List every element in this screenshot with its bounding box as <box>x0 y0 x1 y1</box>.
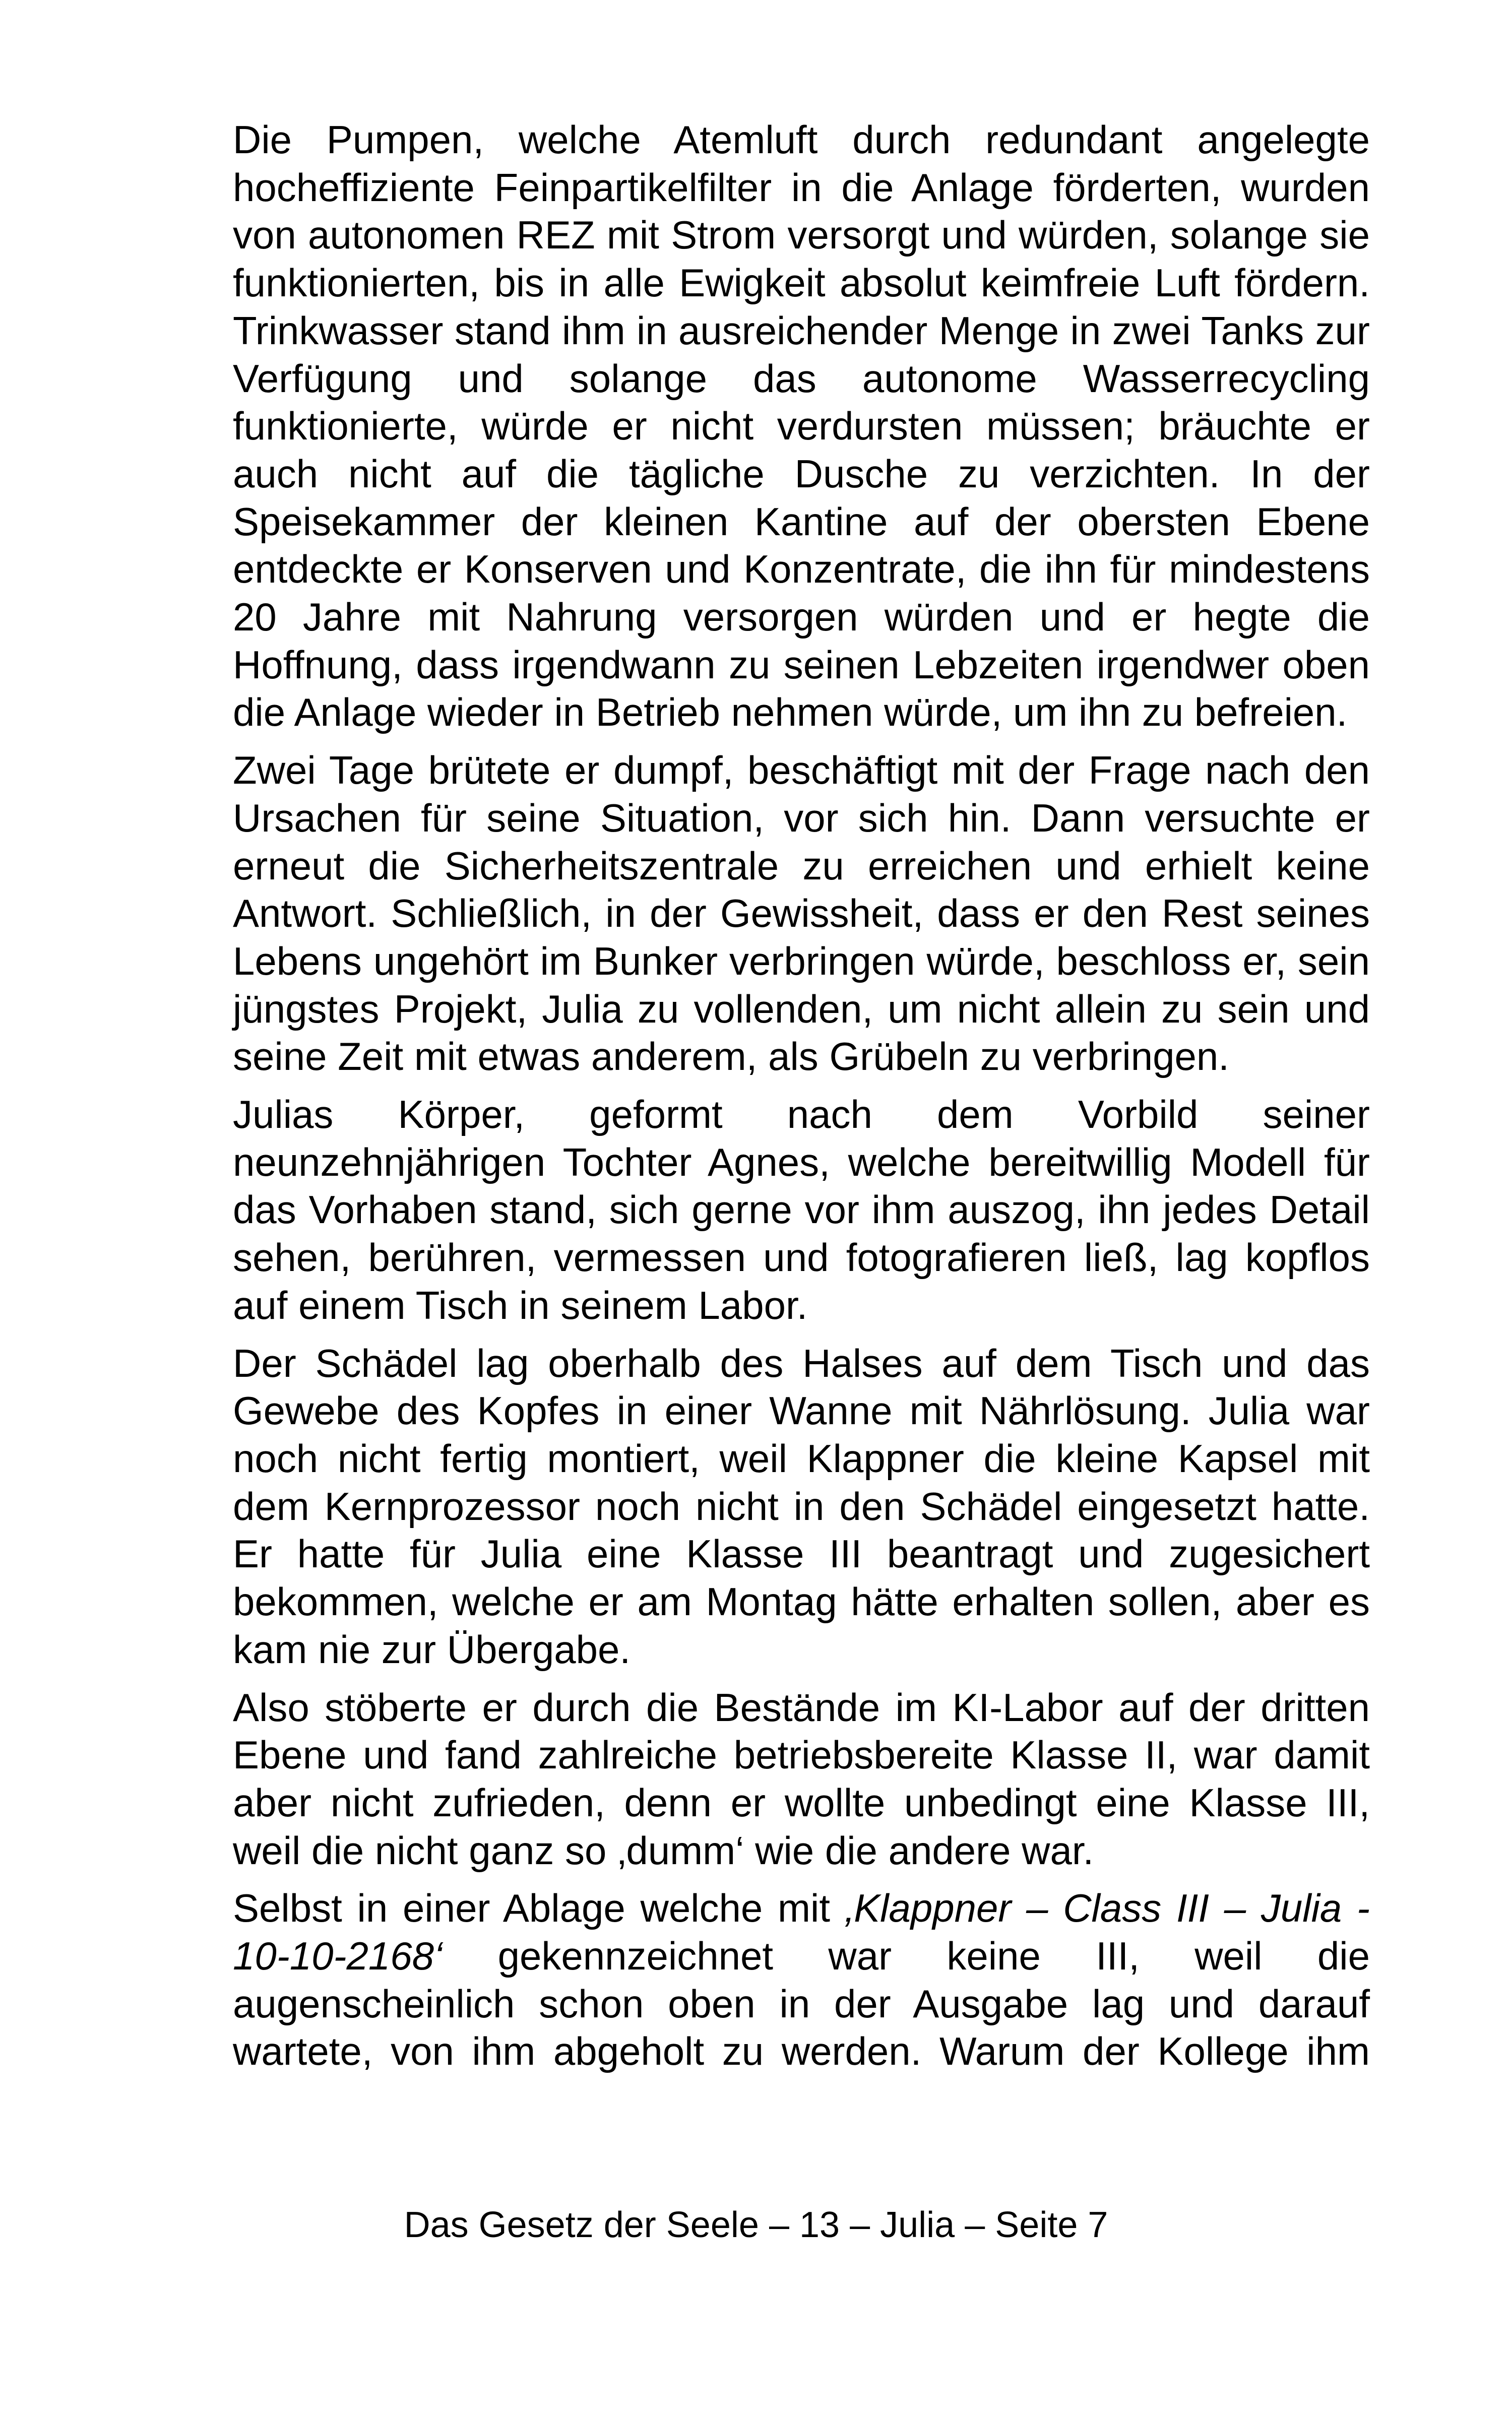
paragraph-3: Julias Körper, geformt nach dem Vorbild seiner neunzehnjährigen Tochter Agnes, welche bereitwillig Modell für das Vorhaben stand, sich gerne vor ihm auszog, ihn jedes Detail sehen, berühren, vermessen und fotografieren ließ, lag kopflos auf einem Tisch in seinem Labor. <box>233 1092 1370 1327</box>
paragraph-6-end: gekennzeichnet war keine III, weil die augenscheinlich schon oben in der Ausgabe lag und darauf wartete, von ihm abgeholt zu werden. Warum der Kollege ihm <box>233 1934 1370 2074</box>
paragraph-2: Zwei Tage brütete er dumpf, beschäftigt mit der Frage nach den Ursachen für seine Situation, vor sich hin. Dann versuchte er erneut die Sicherheitszentrale zu erreichen und erhielt keine Antwort. Schließlich, in der Gewissheit, dass er den Rest seines Lebens ungehört im Bunker verbringen würde, beschloss er, sein jüngstes Projekt, Julia zu vollenden, um nicht allein zu sein und seine Zeit mit etwas anderem, als Grübeln zu verbringen. <box>233 748 1370 1079</box>
paragraph-6 <box>233 1884 1370 2075</box>
paragraph-6-start: Selbst in einer Ablage welche mit <box>233 1886 845 1931</box>
page-footer: Das Gesetz der Seele – 13 – Julia – Seite 7 <box>404 2205 1108 2245</box>
paragraph-1: Die Pumpen, welche Atemluft durch redundant angelegte hocheffiziente Feinpartikelfilter in die Anlage förderten, wurden von autonomen REZ mit Strom versorgt und würden, solange sie funktionierten, bis in alle Ewigkeit absolut keimfreie Luft fördern. Trinkwasser stand ihm in ausreichender Menge in zwei Tanks zur Verfügung und solange das autonome Wasserrecycling funktionierte, würde er nicht verdursten müssen; bräuchte er auch nicht auf die tägliche Dusche zu verzichten. In der Speisekammer der kleinen Kantine auf der obersten Ebene entdeckte er Konserven und Konzentrate, die ihn für mindestens 20 Jahre mit Nahrung versorgen würden und er hegte die Hoffnung, dass irgendwann zu seinen Lebzeiten irgendwer oben die Anlage wieder in Betrieb nehmen würde, um ihn zu befreien. <box>233 117 1370 735</box>
paragraph-5: Also stöberte er durch die Bestände im KI-Labor auf der dritten Ebene und fand zahlreiche betriebsbereite Klasse II, war damit aber nicht zufrieden, denn er wollte unbedingt eine Klasse III, weil die nicht ganz so ‚dumm‘ wie die andere war. <box>233 1685 1370 1873</box>
paragraph-4: Der Schädel lag oberhalb des Halses auf dem Tisch und das Gewebe des Kopfes in einer Wanne mit Nährlösung. Julia war noch nicht fertig montiert, weil Klappner die kleine Kapsel mit dem Kernprozessor noch nicht in den Schädel eingesetzt hatte. Er hatte für Julia eine Klasse III beantragt und zugesichert bekommen, welche er am Montag hätte erhalten sollen, aber es kam nie zur Übergabe. <box>233 1341 1370 1672</box>
paragraph-6-italic-label: ‚Klappner – Class III – Julia - 10-10-2168‘ <box>233 1886 1370 1979</box>
page-body <box>233 116 1370 2085</box>
